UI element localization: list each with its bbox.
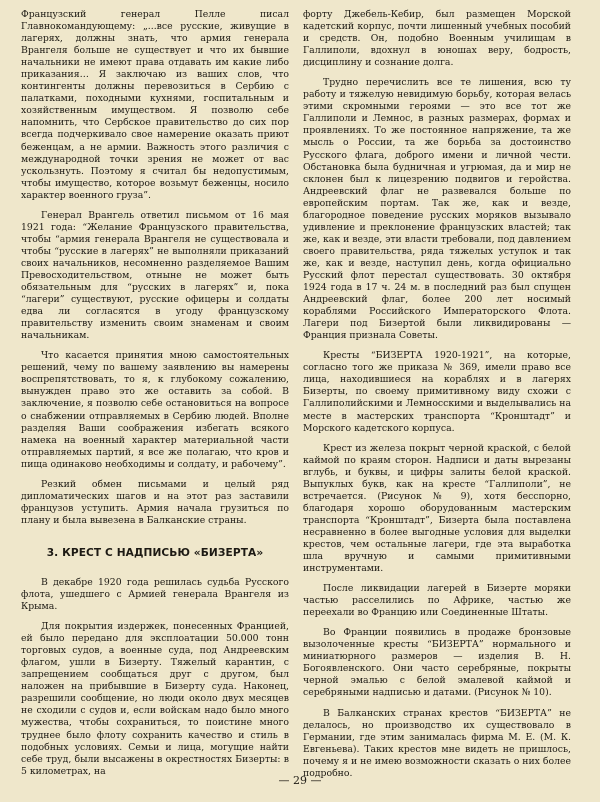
- paragraph: Во Франции появились в продаже бронзовые вызолоченные кресты “БИЗЕРТА” нормального и миниатюрного размеров — изделия В. Н. Богоявленского. Они часто серебряные, покрыты черной эмалью с белой эмалевой каймой и серебряными надписью и датами. (Рисунок № 10).: [303, 627, 571, 699]
- paragraph: После ликвидации лагерей в Бизерте моряки частью расселились по Африке, частью же переехали во Францию или Соединенные Штаты.: [303, 583, 571, 619]
- paragraph: Генерал Врангель ответил письмом от 16 мая 1921 года: “Желание Французского правительства, чтобы “армия генерала Врангеля не существовала и чтобы “русские в лагерях” не выполняли приказаний своих начальников, несомненно разделяемое Вашим Превосходительством, отныне не может быть обязательным для “русских в лагерях” и, пока “лагери” существуют, русские офицеры и солдаты едва ли согласятся в угоду французскому правительству изменить своим знаменам и своим начальникам.: [21, 209, 289, 342]
- paragraph: Кресты “БИЗЕРТА 1920-1921”, на которые, согласно того же приказа № 369, имели право все лица, находившиеся на кораблях и в лагерях Бизерты, по своему примитивному виду схожи с Галлиполийскими и Лемносскими и выделывались на месте в мастерских транспорта “Кронштадт” и Морского кадетского корпуса.: [303, 350, 571, 434]
- paragraph: Французский генерал Пелле писал Главнокомандующему: „...все русские, живущие в лагерях, должны знать, что армия генерала Врангеля больше не существует и что их бывшие начальники не имеют права отдавать им какие либо приказания… Я заключаю из ваших слов, что контингенты должны перевозиться в Сербию с палатками, походными кухнями, госпитальным и хозяйственным имуществом. Я позволю себе напомнить, что Сербское правительство до сих пор всегда подчеркивало свое намерение оказать приют беженцам, а не армии. Важность этого различия с международной точки зрения не может от вас ускользнуть. Поэтому я считал бы недопустимым, чтобы имущество, которое возьмут беженцы, носило характер военного груза”.: [21, 9, 289, 201]
- right-column: [303, 9, 571, 788]
- paragraph: В декабре 1920 года решилась судьба Русского флота, ушедшего с Армией генерала Врангеля из Крыма.: [21, 576, 289, 613]
- paragraph: Крест из железа покрыт черной краской, с белой каймой по краям сторон. Надписи и даты вырезаны вглубь, и буквы, и цифры залиты белой краской. Выпуклых букв, как на кресте “Галлиполи”, не встречается. (Рисунок № 9), хотя бесспорно, благодаря хорошо оборудованным мастерским транспорта “Кронштадт”, Бизерта была поставлена несравненно в более выгодные условия для выделки крестов, чем остальные лагери, где эта выработка шла вручную и самыми примитивными инструментами.: [303, 442, 571, 575]
- paragraph: Трудно перечислить все те лишения, всю ту работу и тяжелую невидимую борьбу, которая велась этими скромными героями — это все тот же Галлиполи и Лемнос, в разных размерах, формах и проявлениях. То же постоянное напряжение, та же мысль о России, та же борьба за достоинство Русского флага, доброго имени и личной чести. Обстановка была будничная и угрюмая, да и мир не склонен был к лицезрению подвигов и геройства. Андреевский флаг не развевался больше по европейским портам. Так же, как и везде, благородное поведение русских моряков вызывало удивление и преклонение французских властей; так же, как и везде, эти власти требовали, под давлением своего правительства, ряда тяжелых уступок и так же, как и везде, наступил день, когда официально Русский флот перестал существовать. 30 октября 1924 года в 17 ч. 24 м. в последний раз был спущен Андреевский флаг, более 200 лет носимый кораблями Российского Императорского Флота. Лагери под Бизертой были ликвидированы — Франция признала Советы.: [303, 77, 571, 342]
- paragraph: форту Джебель-Кебир, был размещен Морской кадетский корпус, почти лишенный учебных пособий и средств. Он, подобно Военным училищам в Галлиполи, вдохнул в юношах веру, бодрость, дисциплину и сознание долга.: [303, 9, 571, 69]
- paragraph: В Балканских странах крестов “БИЗЕРТА” не делалось, но производство их существовало в Германии, где этим занималась фирма М. Е. (М. К. Евгеньева). Таких крестов мне видеть не пришлось, почему я и не имею возможности сказать о них более подробно.: [303, 707, 571, 779]
- left-column: [21, 9, 289, 786]
- paragraph: Что касается принятия мною самостоятельных решений, чему по вашему заявлению вы намерены воспрепятствовать, то я, к глубокому сожалению, вынужден право это же оставить за собой. В заключение, я позволю себе остановиться на вопросе о снабжении отправляемых в Сербию людей. Вполне разделяя Ваши соображения избегать всякого намека на военный характер материальной части отправляемых партий, я все же полагаю, что кров и пища одинаково необходимы и солдату, и рабочему”.: [21, 350, 289, 470]
- paragraph: Резкий обмен письмами и целый ряд дипломатических шагов и на этот раз заставили французов уступить. Армия начала грузиться по плану и была вывезена в Балканские страны.: [21, 478, 289, 526]
- section-heading: 3. КРЕСТ С НАДПИСЬЮ «БИЗЕРТА»: [46, 546, 264, 559]
- page-number: — 29 —: [278, 774, 322, 787]
- paragraph: Для покрытия издержек, понесенных Францией, ей было передано для эксплоатации 50.000 тонн торговых судов, а военные суда, под Андреевским флагом, ушли в Бизерту. Тяжелый карантин, с запрещением сообщаться друг с другом, был наложен на прибывшие в Бизерту суда. Наконец, разрешили сообщение, но люди около двух месяцев не сходили с судов и, если войскам надо было много мужества, чтобы сохраниться, то поистине много труднее было флоту сохранить качество и стиль в подобных условиях. Семьи и лица, могущие найти себе труд, были высажены в окрестностях Бизерты: в 5 километрах, на: [21, 621, 289, 777]
